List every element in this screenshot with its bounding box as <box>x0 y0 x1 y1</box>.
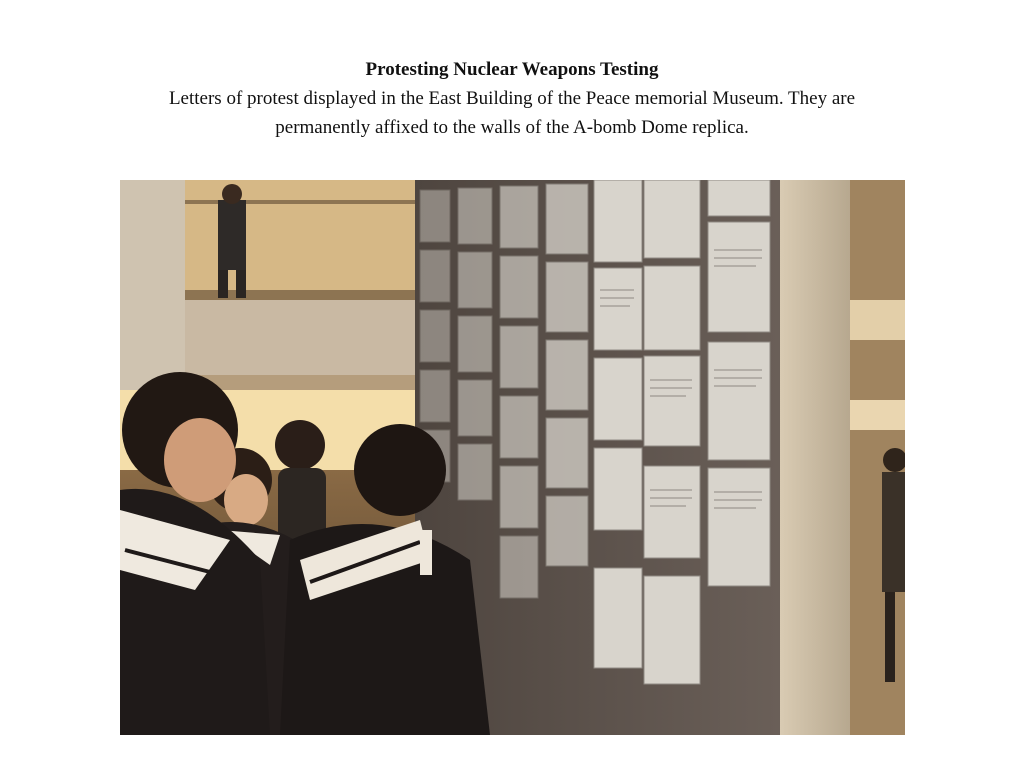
description-line-1: Letters of protest displayed in the East Building of the Peace memorial Museum. They are <box>168 88 856 109</box>
slide-title: Protesting Nuclear Weapons Testing <box>365 59 659 80</box>
caption <box>100 56 924 142</box>
description-line-2: permanently affixed to the walls of the A-bomb Dome replica. <box>275 117 749 138</box>
museum-photo-illustration <box>120 180 905 735</box>
museum-photo <box>120 180 905 735</box>
